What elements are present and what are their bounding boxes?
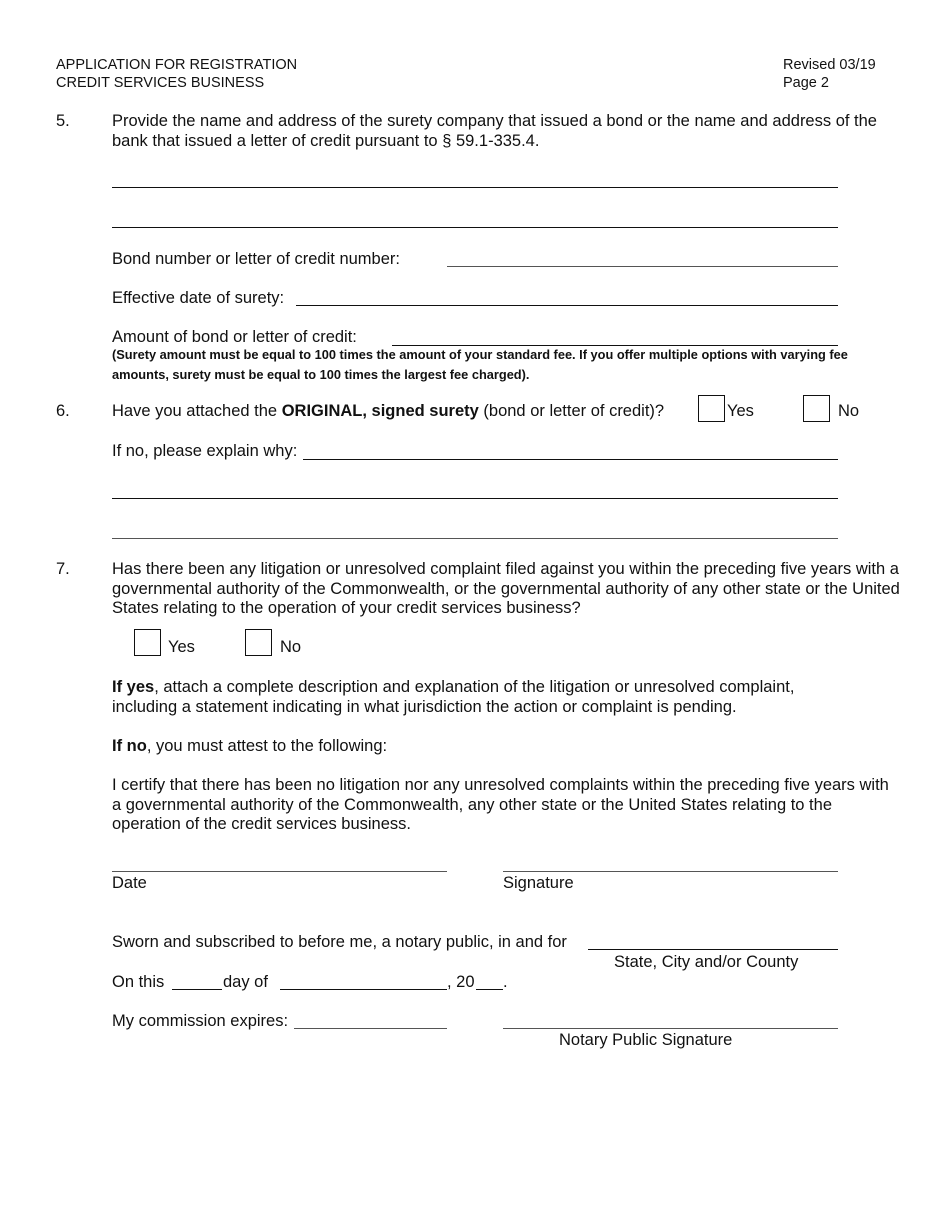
on-this-label: On this (112, 973, 165, 991)
day-of-label: day of (223, 973, 268, 991)
sworn-statement: Sworn and subscribed to before me, a notary public, in and for (112, 933, 567, 951)
date-label: Date (112, 874, 147, 892)
notary-location-label: State, City and/or County (614, 953, 799, 971)
signature-label: Signature (503, 874, 574, 892)
question-5-number: 5. (56, 112, 70, 130)
notary-signature-label: Notary Public Signature (559, 1031, 733, 1049)
question-7-number: 7. (56, 560, 70, 578)
page-number: Page 2 (783, 75, 829, 91)
effective-date-label: Effective date of surety: (112, 289, 285, 307)
q6-no-checkbox[interactable] (803, 395, 830, 422)
q6-yes-label: Yes (727, 402, 754, 420)
q7-yes-checkbox[interactable] (134, 629, 161, 656)
commission-expires-label: My commission expires: (112, 1012, 289, 1030)
revision-date: Revised 03/19 (783, 57, 876, 73)
explain-why-field-2[interactable] (112, 498, 838, 499)
explain-why-field-3[interactable] (112, 538, 838, 539)
q7-yes-label: Yes (168, 638, 195, 656)
form-title-line1: APPLICATION FOR REGISTRATION (56, 57, 298, 73)
commission-expires-field[interactable] (294, 1028, 447, 1029)
notary-year-field[interactable] (476, 989, 503, 990)
bond-number-label: Bond number or letter of credit number: (112, 250, 400, 268)
q7-no-checkbox[interactable] (245, 629, 272, 656)
notary-month-field[interactable] (280, 989, 447, 990)
date-period: . (503, 973, 508, 991)
surety-name-line-2[interactable] (112, 227, 838, 228)
signature-field[interactable] (503, 871, 838, 872)
explain-why-label: If no, please explain why: (112, 442, 298, 460)
question-7-text: Has there been any litigation or unresolved complaint filed against you within the preceding five years with a governmental authority of the Commonwealth, or the governmental authority of any other state or the United States relating to the operation of your credit services business? (112, 560, 900, 617)
explain-why-field-1[interactable] (303, 459, 838, 460)
surety-name-line-1[interactable] (112, 187, 838, 188)
if-no-instructions: If no, you must attest to the following: (112, 737, 388, 755)
year-prefix-label: , 20 (447, 973, 475, 991)
bond-amount-label: Amount of bond or letter of credit: (112, 328, 357, 346)
if-yes-instructions: If yes, attach a complete description and explanation of the litigation or unresolved complaint, including a statement indicating in what jurisdiction the action or complaint is pending. (112, 678, 795, 716)
effective-date-field[interactable] (296, 305, 838, 306)
question-6-number: 6. (56, 402, 70, 420)
date-field[interactable] (112, 871, 447, 872)
certification-statement: I certify that there has been no litigation nor any unresolved complaints within the preceding five years with a governmental authority of the Commonwealth, any other state or the United States relating to the operation of the credit services business. (112, 776, 889, 833)
q6-no-label: No (838, 402, 860, 420)
bond-number-field[interactable] (447, 266, 838, 267)
question-5-text: Provide the name and address of the surety company that issued a bond or the name and address of the bank that issued a letter of credit pursuant to § 59.1-335.4. (112, 112, 877, 150)
notary-signature-field[interactable] (503, 1028, 838, 1029)
q7-no-label: No (280, 638, 302, 656)
form-title-line2: CREDIT SERVICES BUSINESS (56, 75, 265, 91)
notary-location-field[interactable] (588, 949, 838, 950)
surety-amount-note: (Surety amount must be equal to 100 times the amount of your standard fee. If you offer multiple options with varying fee amounts, surety must be equal to 100 times the largest fee charged). (112, 347, 848, 382)
question-6-text: Have you attached the ORIGINAL, signed surety (bond or letter of credit)? (112, 402, 665, 420)
q6-yes-checkbox[interactable] (698, 395, 725, 422)
notary-day-field[interactable] (172, 989, 222, 990)
